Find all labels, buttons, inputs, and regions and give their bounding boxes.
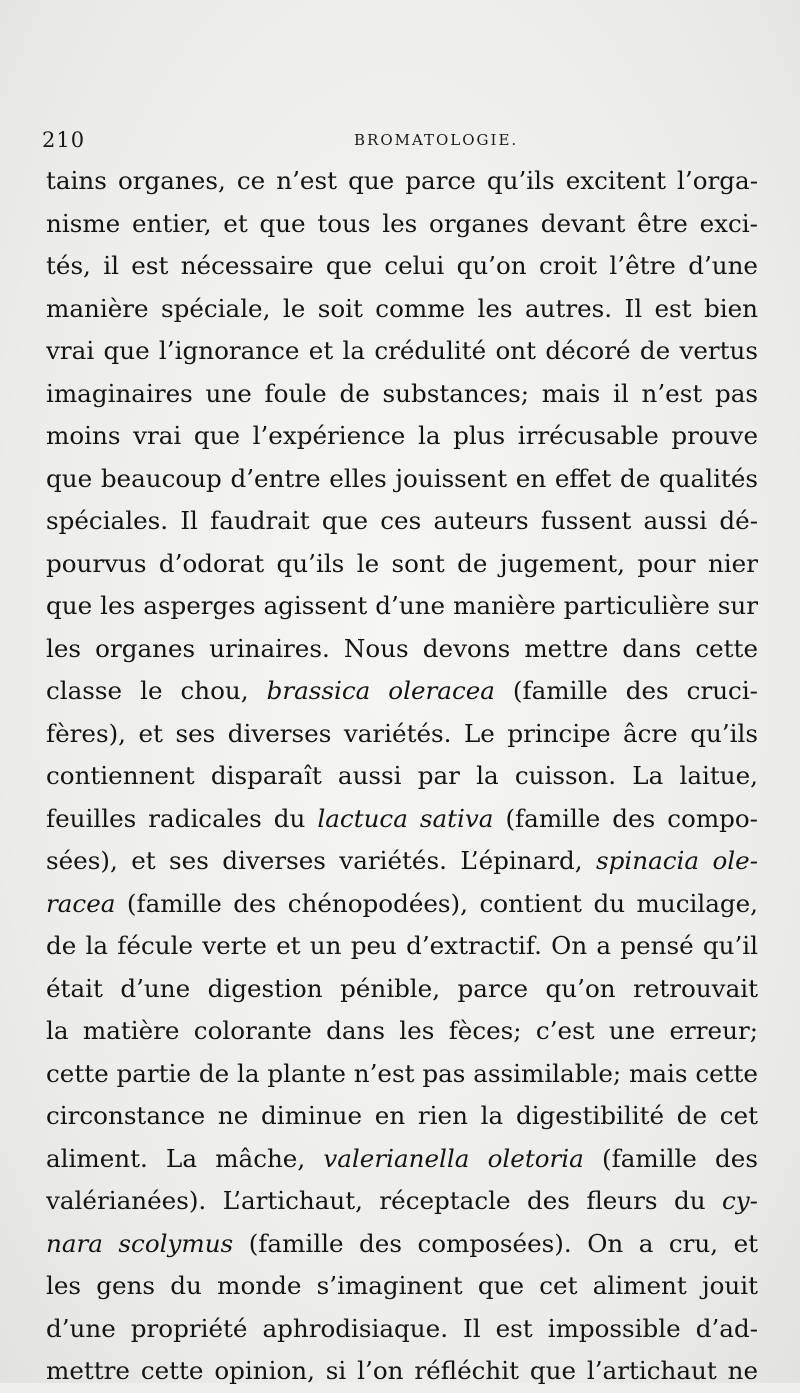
- text-segment: tés, il est nécessaire que celui qu’on croit l’être d’une: [46, 251, 758, 280]
- page-number: 210: [42, 128, 86, 152]
- text-line: [46, 1138, 758, 1181]
- text-segment: feuilles radicales du: [46, 803, 318, 833]
- italic-term: valerianella oletoria: [323, 1143, 584, 1173]
- text-segment: moins vrai que l’expérience la plus irrécusable prouve: [46, 421, 758, 450]
- text-line: [46, 1265, 758, 1308]
- text-line: [46, 458, 758, 501]
- text-line: [46, 883, 758, 926]
- text-line: [46, 373, 758, 416]
- text-line: [46, 1010, 758, 1053]
- text-segment: vrai que l’ignorance et la crédulité ont décoré de vertus: [46, 336, 758, 365]
- italic-term: racea: [46, 888, 116, 918]
- text-line: [46, 713, 758, 756]
- text-line: [46, 1308, 758, 1351]
- text-line: [46, 755, 758, 798]
- text-line: [46, 628, 758, 671]
- running-head: BROMATOLOGIE.: [354, 131, 519, 149]
- text-segment: de la fécule verte et un peu d’extractif. On a pensé qu’il: [46, 931, 758, 960]
- text-line: [46, 585, 758, 628]
- text-line: [46, 925, 758, 968]
- text-line: [46, 1180, 758, 1223]
- text-segment: pourvus d’odorat qu’ils le sont de jugement, pour nier: [46, 548, 758, 578]
- body-text: [46, 160, 758, 1393]
- text-line: [46, 160, 758, 203]
- text-segment: manière spéciale, le soit comme les autres. Il est bien: [46, 293, 758, 323]
- text-line: [46, 1350, 758, 1393]
- italic-term: lactuca sativa: [317, 803, 494, 833]
- italic-term: spinacia ole-: [596, 846, 758, 875]
- text-line: [46, 1223, 758, 1266]
- text-segment: nisme entier, et que tous les organes devant être exci-: [46, 208, 758, 238]
- page-header: [42, 128, 758, 158]
- text-segment: que les asperges agissent d’une manière particulière sur: [46, 591, 758, 620]
- italic-term: brassica oleracea: [266, 676, 495, 705]
- text-segment: spéciales. Il faudrait que ces auteurs fussent aussi dé-: [46, 506, 758, 535]
- text-line: [46, 500, 758, 543]
- text-line: [46, 245, 758, 288]
- text-segment: circonstance ne diminue en rien la digestibilité de cet: [46, 1101, 758, 1130]
- text-segment: contiennent disparaît aussi par la cuisson. La laitue,: [46, 761, 758, 790]
- text-segment: (famille des compo-: [493, 803, 758, 833]
- text-line: [46, 968, 758, 1011]
- text-segment: classe le chou,: [46, 676, 267, 705]
- text-segment: sées), et ses diverses variétés. L’épinard,: [46, 846, 597, 875]
- text-line: [46, 798, 758, 841]
- text-segment: les organes urinaires. Nous devons mettre dans cette: [46, 633, 758, 663]
- text-segment: valérianées). L’artichaut, réceptacle des fleurs du: [46, 1186, 723, 1215]
- text-segment: était d’une digestion pénible, parce qu’on retrouvait: [46, 973, 758, 1003]
- text-line: [46, 670, 758, 713]
- text-segment: les gens du monde s’imaginent que cet aliment jouit: [46, 1271, 758, 1300]
- text-segment: aliment. La mâche,: [46, 1143, 324, 1173]
- text-segment: imaginaires une foule de substances; mais il n’est pas: [46, 378, 758, 408]
- text-line: [46, 1095, 758, 1138]
- text-segment: (famille des cruci-: [494, 676, 758, 705]
- text-segment: tains organes, ce n’est que parce qu’ils excitent l’orga-: [46, 166, 758, 195]
- text-segment: la matière colorante dans les fèces; c’est une erreur;: [46, 1016, 758, 1045]
- text-segment: (famille des chénopodées), contient du mucilage,: [115, 888, 758, 918]
- italic-term: cy-: [722, 1186, 758, 1215]
- text-segment: mettre cette opinion, si l’on réfléchit que l’artichaut ne: [46, 1356, 758, 1385]
- text-line: [46, 203, 758, 246]
- text-segment: que beaucoup d’entre elles jouissent en effet de qualités: [46, 463, 758, 493]
- italic-term: nara scolymus: [46, 1228, 234, 1258]
- text-line: [46, 840, 758, 883]
- text-line: [46, 543, 758, 586]
- text-segment: (famille des composées). On a cru, et: [233, 1228, 758, 1258]
- text-line: [46, 1053, 758, 1096]
- text-segment: (famille des: [583, 1143, 758, 1173]
- text-line: [46, 330, 758, 373]
- text-line: [46, 288, 758, 331]
- text-line: [46, 415, 758, 458]
- text-segment: fères), et ses diverses variétés. Le principe âcre qu’ils: [46, 718, 758, 748]
- text-segment: d’une propriété aphrodisiaque. Il est impossible d’ad-: [46, 1313, 758, 1343]
- text-segment: cette partie de la plante n’est pas assimilable; mais cette: [46, 1058, 758, 1088]
